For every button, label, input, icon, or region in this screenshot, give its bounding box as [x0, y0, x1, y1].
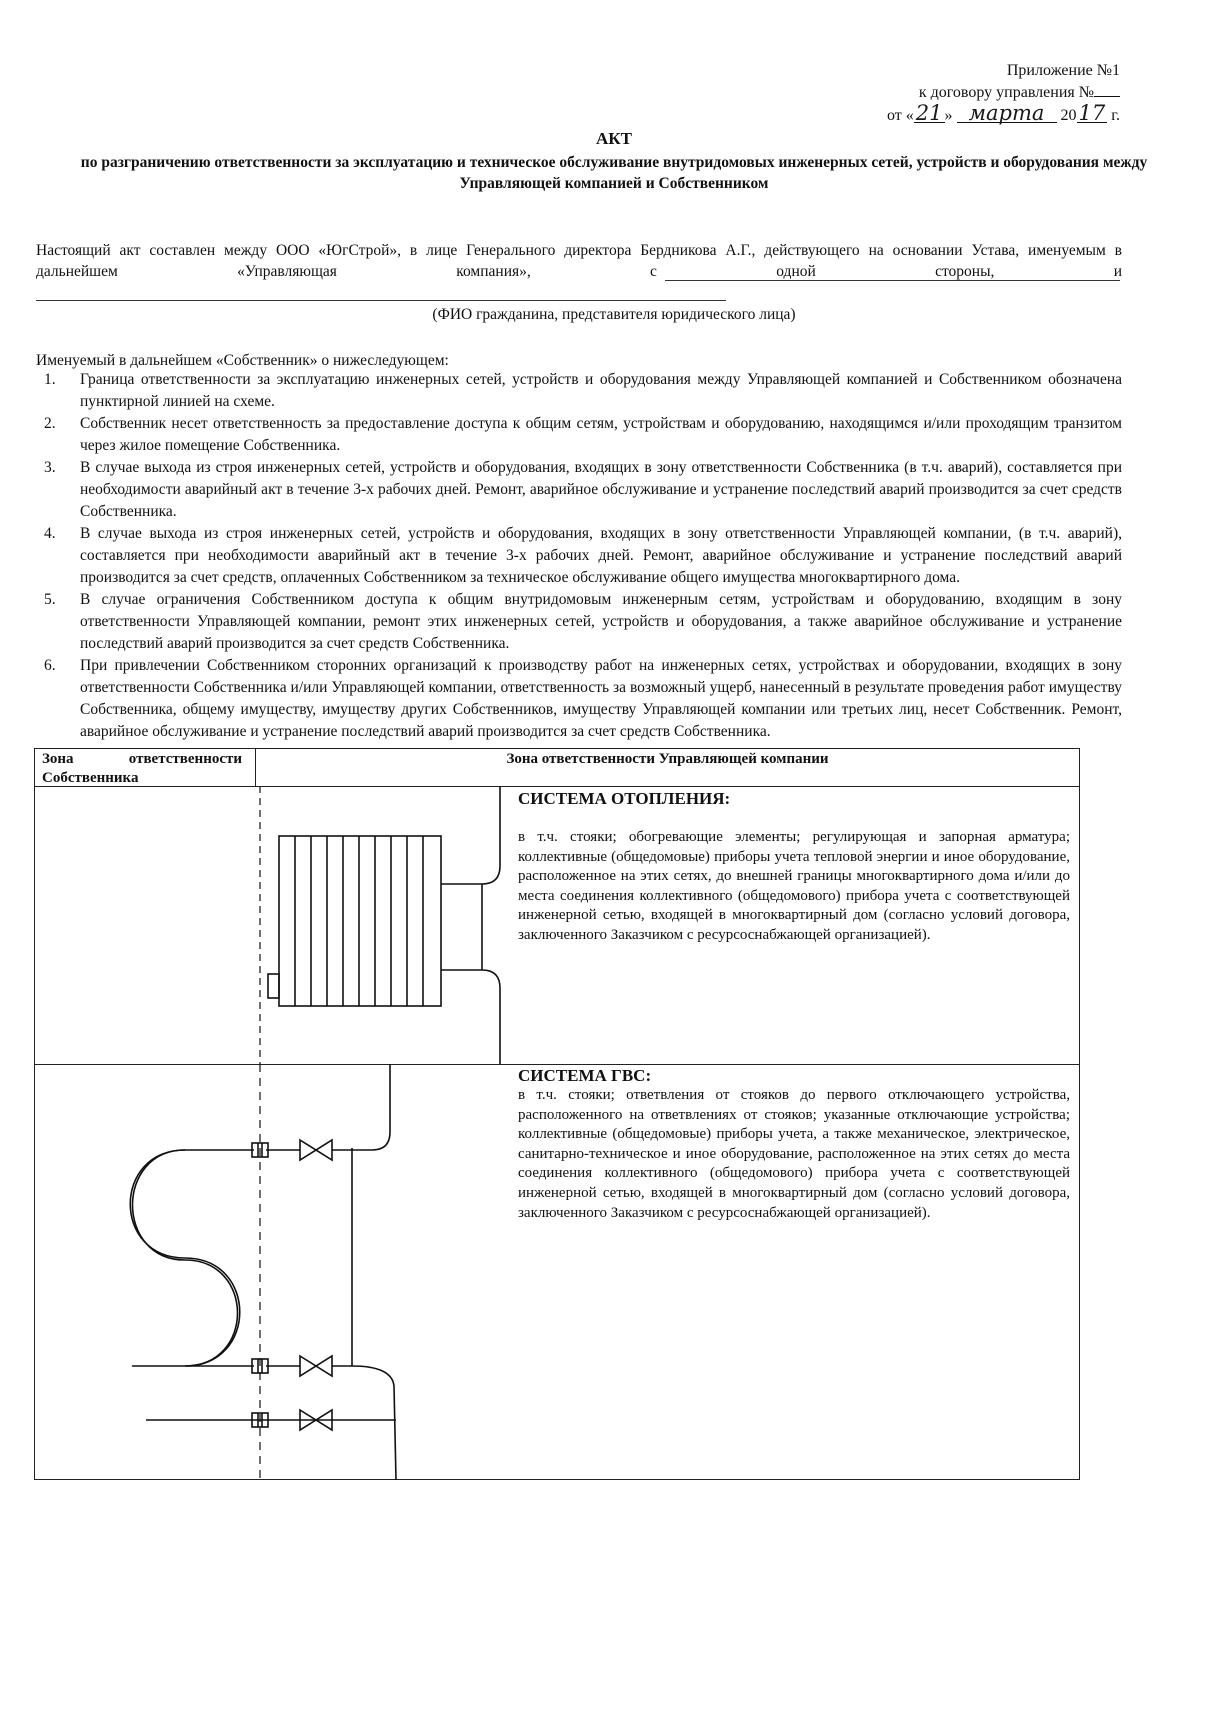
valve-icon — [300, 1140, 332, 1160]
hot-water-riser-pipe — [352, 1064, 396, 1480]
owner-zone-word1: Зона — [42, 751, 74, 767]
contract-line-text: к договору управления № — [918, 84, 1094, 101]
heating-system-title: СИСТЕМА ОТОПЛЕНИЯ: — [518, 789, 731, 808]
date-year-prefix: 20 — [1060, 107, 1077, 124]
heating-system-description: в т.ч. стояки; обогревающие элементы; регулирующая и запорная арматура; коллективные (общедомовые) приборы учета тепловой энергии и иное оборудование, расположенное на этих сетях, до внешней границы многоквартирного дома и/или до места соединения коллективного (общедомового) прибора учета с соответствующей инженерной сетью, входящей в многоквартирный дом (согласно условий договора, заключенного Заказчиком с ресурсоснабжающей организацией). — [518, 829, 1070, 943]
intro-text: Настоящий акт составлен между ООО «ЮгСтрой», в лице Генерального директора Бердникова А.Г., действующего на основании Устава, именуемым в дальнейшем «Управляющая компания», с одной стороны, и — [36, 242, 1122, 280]
date-mid: » — [944, 107, 953, 124]
item-text: При привлечении Собственником сторонних организаций к производству работ на инженерных сетях, устройствах и оборудовании, входящих в зону ответственности Собственника и/или Управляющей компании, ответственность за возможный ущерб, нанесенный в результате проведения работ имуществу Собственника, общему имуществу, имуществу других Собственников, имуществу Управляющей компании или третьих лиц, несет Собственник. Ремонт, аварийное обслуживание и устранение последствий аварий производится за счет средств Собственника. — [80, 657, 1122, 740]
item-text: В случае выхода из строя инженерных сетей, устройств и оборудования, входящих в зону ответственности Управляющей компании, (в т.ч. аварий), составляется при необходимости аварийный акт в течение 3-х рабочих дней. Ремонт, аварийное обслуживание и устранение последствий аварий производится за счет средств, оплаченных Собственником за техническое обслуживание общего имущества многоквартирного дома. — [80, 525, 1122, 586]
item-number: 3. — [44, 459, 56, 476]
document-title: АКТ — [596, 129, 632, 148]
heating-riser-pipe — [441, 786, 500, 1064]
item-number: 2. — [44, 415, 56, 432]
appendix-label: Приложение №1 — [1006, 62, 1120, 79]
uk-zone-header: Зона ответственности Управляющей компании — [506, 751, 829, 767]
item-text: Граница ответственности за эксплуатацию инженерных сетей, устройств и оборудования между Управляющей компанией и Собственником обозначена пунктирной линией на схеме. — [80, 371, 1122, 410]
item-number: 1. — [44, 371, 56, 388]
item-number: 4. — [44, 525, 56, 542]
owner-zone-word3: Собственника — [42, 770, 139, 786]
name-caption: (ФИО гражданина, представителя юридического лица) — [432, 306, 796, 323]
hot-water-system-description: в т.ч. стояки; ответвления от стояков до первого отключающего устройства, расположенного на ответвлениях от стояков; указанные отключающие устройства; коллективные (общедомовые) приборы учета, а также механическое, электрическое, санитарно-техническое и иное оборудование, расположенное на этих сетях до места соединения коллективного (общедомового) прибора учета с соответствующей инженерной сетью, входящей в многоквартирный дом (согласно условий договора, заключенного Заказчиком с ресурсоснабжающей организацией). — [518, 1087, 1070, 1221]
valve-icon — [300, 1356, 332, 1376]
date-suffix: г. — [1111, 107, 1120, 124]
item-number: 5. — [44, 591, 56, 608]
owner-zone-word2: ответственности — [128, 751, 242, 767]
date-year-handwritten: 17 — [1078, 101, 1106, 125]
date-prefix: от « — [886, 107, 914, 124]
item-number: 6. — [44, 657, 56, 674]
date-day-handwritten: 21 — [915, 101, 943, 125]
date-month-handwritten: марта — [957, 104, 1057, 123]
owner-intro-line: Именуемый в дальнейшем «Собственник» о нижеследующем: — [36, 352, 449, 369]
document-subtitle: по разграничению ответственности за эксплуатацию и техническое обслуживание внутридомовых инженерных сетей, устройств и оборудования между Управляющей компанией и Собственником — [80, 154, 1148, 192]
item-text: Собственник несет ответственность за предоставление доступа к общим сетям, устройствам и оборудованию, находящимся и/или проходящим транзитом через жилое помещение Собственника. — [80, 415, 1122, 454]
item-text: В случае ограничения Собственником доступа к общим внутридомовым инженерным сетям, устройствам и оборудованию, входящим в зону ответственности Управляющей компании, ремонт этих инженерных сетей, устройств и оборудования, а также аварийное обслуживание и устранение последствий аварий производится за счет средств Собственника. — [80, 591, 1122, 652]
coil-towel-dryer-icon — [130, 1150, 254, 1366]
radiator-icon — [268, 836, 441, 1006]
item-text: В случае выхода из строя инженерных сетей, устройств и оборудования, входящих в зону ответственности Собственника (в т.ч. аварий), составляется при необходимости аварийный акт в течение 3-х рабочих дней. Ремонт, аварийное обслуживание и устранение последствий аварий производится за счет средств Собственника. — [80, 459, 1122, 520]
hot-water-system-title: СИСТЕМА ГВС: — [518, 1066, 652, 1085]
